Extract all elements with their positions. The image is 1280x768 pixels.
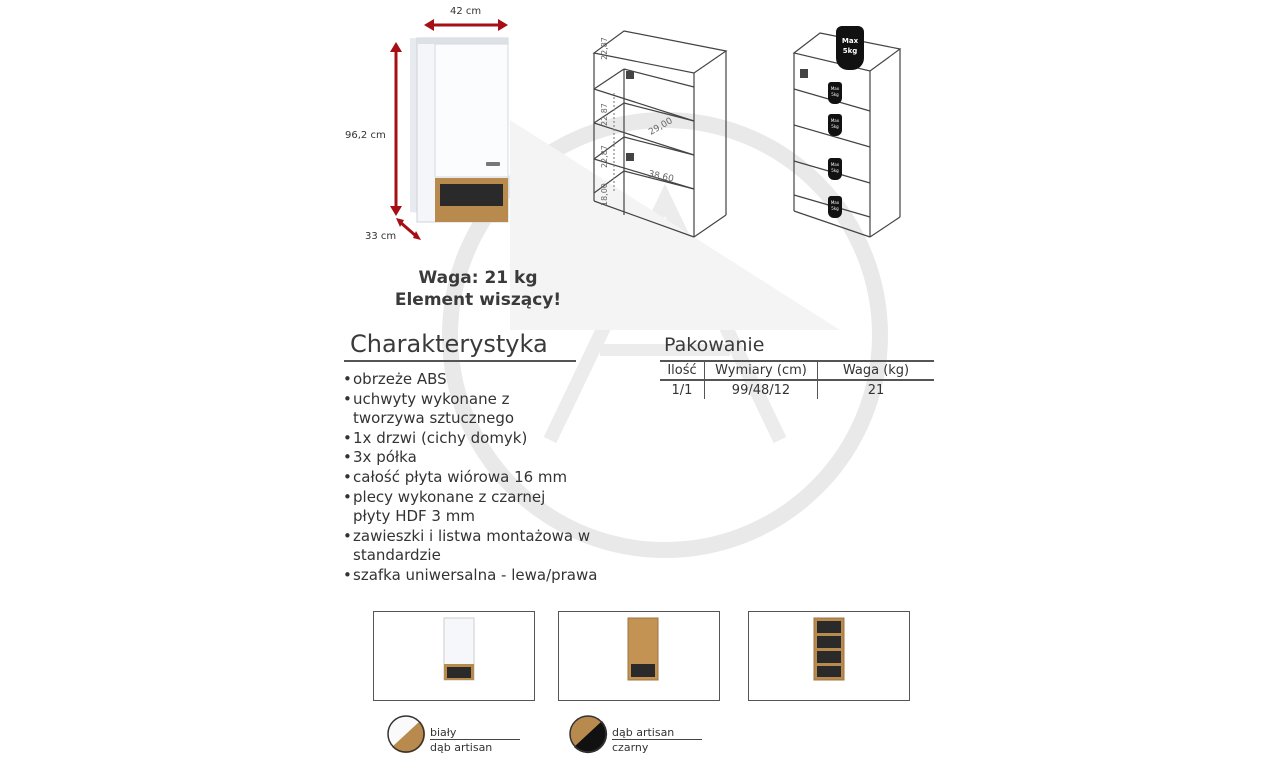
swatch-1-line1: biały (430, 726, 457, 739)
load-badge-top-max: Max (841, 37, 859, 45)
open-cabinet-image (749, 612, 909, 700)
height-arrow (390, 42, 402, 216)
feature-item: • całość płyta wiórowa 16 mm (343, 468, 623, 488)
feature-item: • 1x drzwi (cichy domyk) (343, 429, 623, 449)
variant-thumbnail-oak[interactable] (558, 611, 720, 701)
load-badge-4-kg: 5kg (831, 206, 839, 211)
white-cabinet-image (374, 612, 534, 700)
packing-header-qty: Ilość (660, 361, 705, 380)
characteristics-heading: Charakterystyka (350, 330, 548, 358)
packing-header-weight: Waga (kg) (818, 361, 935, 380)
feature-item: • 3x półka (343, 448, 623, 468)
load-badge-3-kg: 5kg (831, 168, 839, 173)
load-badge-top-kg: 5kg (842, 47, 858, 55)
load-badge-3 (828, 158, 842, 180)
depth-label: 33 cm (365, 231, 397, 242)
table-row (660, 380, 934, 399)
width-arrow (424, 19, 508, 31)
load-badge-2 (828, 114, 842, 136)
packing-qty: 1/1 (671, 382, 693, 398)
shelf-height-2: 22,87 (600, 103, 609, 126)
shelf-height-1: 22,87 (600, 37, 609, 60)
load-badge-top (836, 26, 864, 70)
feature-item: • szafka uniwersalna - lewa/prawa (343, 566, 623, 586)
feature-item: • uchwyty wykonane z tworzywa sztucznego (343, 390, 553, 429)
swatch-1-divider (430, 739, 520, 740)
load-badge-2-kg: 5kg (831, 124, 839, 129)
characteristics-list (343, 370, 623, 586)
packing-weight: 21 (818, 380, 935, 399)
feature-item: • zawieszki i listwa montażowa w standardzie (343, 527, 593, 566)
load-badge-4-max: Max (830, 200, 840, 205)
variant-thumbnail-white[interactable] (373, 611, 535, 701)
packing-table (660, 360, 934, 399)
shelf-height-4: 18,00 (600, 183, 609, 206)
packing-dims: 99/48/12 (705, 380, 818, 399)
feature-item: • obrzeże ABS (343, 370, 623, 390)
width-label: 42 cm (450, 6, 482, 17)
packing-header-dims: Wymiary (cm) (705, 361, 818, 380)
load-badge-1-max: Max (830, 86, 840, 91)
hanging-notice: Element wiszący! (394, 290, 562, 310)
cabinet-photo (410, 38, 508, 222)
cabinet-dimension-drawing (330, 0, 530, 250)
swatch-2-line1: dąb artisan (612, 726, 675, 739)
packing-heading: Pakowanie (664, 334, 765, 356)
swatch-1-line2: dąb artisan (430, 741, 493, 754)
feature-item: • plecy wykonane z czarnej płyty HDF 3 mm (343, 488, 568, 527)
load-badge-4 (828, 196, 842, 218)
swatch-oak-black[interactable] (568, 714, 608, 754)
load-badge-3-max: Max (830, 162, 840, 167)
oak-cabinet-image (559, 612, 719, 700)
swatch-2-divider (612, 739, 702, 740)
load-badge-2-max: Max (830, 118, 840, 123)
load-badge-1-kg: 5kg (831, 92, 839, 97)
variant-thumbnail-open[interactable] (748, 611, 910, 701)
load-badge-1 (828, 82, 842, 104)
swatch-white-oak[interactable] (386, 714, 426, 754)
swatch-2-line2: czarny (612, 741, 649, 754)
shelf-height-3: 22,87 (600, 145, 609, 168)
weight-text: Waga: 21 kg (418, 268, 538, 288)
inner-width-label: 38,60 (647, 169, 675, 185)
inner-depth-label: 29,00 (647, 116, 675, 138)
height-label: 96,2 cm (345, 130, 386, 141)
characteristics-underline (344, 360, 576, 362)
